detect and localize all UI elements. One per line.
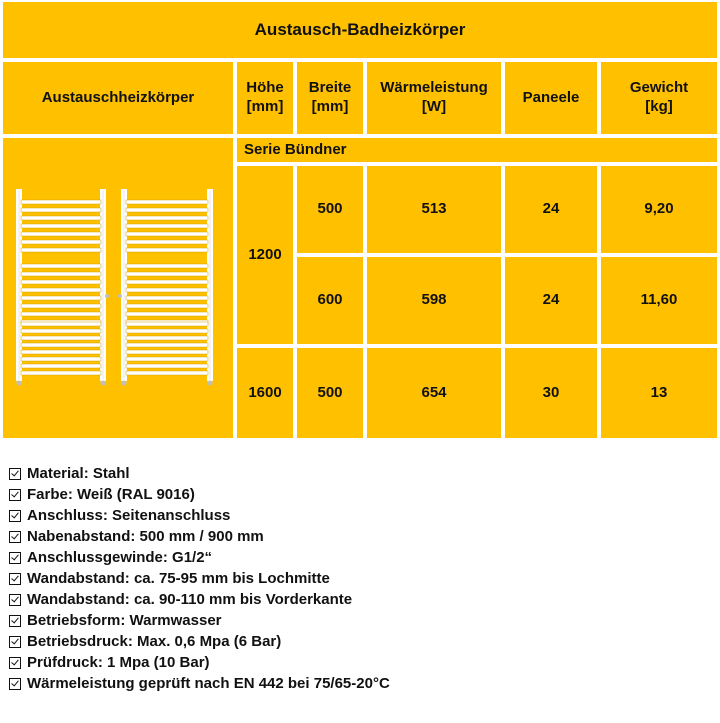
radiator-rung [126,248,208,252]
checked-box-icon [9,510,21,522]
checked-box-icon [9,657,21,669]
series-label: Serie Bündner [237,138,717,162]
radiator-rung [21,357,101,361]
checked-box-icon [9,636,21,648]
row-weight: 11,60 [601,257,717,344]
radiator-rung [21,240,101,244]
radiator-rung [126,200,208,204]
radiator-rung [126,224,208,228]
header-panels: Paneele [505,62,597,134]
header-width: Breite [mm] [297,62,363,134]
radiator-rung [21,322,101,326]
row-weight: 9,20 [601,166,717,253]
radiator-rung [21,304,101,308]
radiator-rung [126,364,208,368]
height-1200: 1200 [237,166,293,344]
checked-box-icon [9,678,21,690]
row-width: 600 [297,257,363,344]
radiator-rung [126,296,208,300]
header-height: Höhe [mm] [237,62,293,134]
radiator-rung [126,357,208,361]
header-product: Austauschheizkörper [3,62,233,134]
checked-box-icon [9,594,21,606]
radiator-rung [21,329,101,333]
radiator-rung [126,312,208,316]
feature-item: Anschlussgewinde: G1/2“ [9,549,212,566]
row-power: 598 [367,257,501,344]
feature-list [0,456,720,723]
row-panels: 24 [505,166,597,253]
radiator-rung [21,371,101,375]
radiator-rung [21,280,101,284]
radiator-rung [126,336,208,340]
radiator-rung [126,329,208,333]
radiator-rung [126,216,208,220]
radiator-rung [126,322,208,326]
feature-item: Betriebsform: Warmwasser [9,612,222,629]
row-power: 654 [367,348,501,438]
checked-box-icon [9,573,21,585]
row-power: 513 [367,166,501,253]
radiator-rung [21,336,101,340]
radiator-rung [126,288,208,292]
product-image-cell [3,138,233,438]
feature-item: Anschluss: Seitenanschluss [9,507,230,524]
radiator-rung [21,232,101,236]
radiator-rung [126,280,208,284]
radiator-rung [21,288,101,292]
feature-item: Farbe: Weiß (RAL 9016) [9,486,195,503]
towel-radiator-icon [3,138,233,438]
radiator-rung [21,216,101,220]
checked-box-icon [9,552,21,564]
feature-item: Material: Stahl [9,465,130,482]
feature-item: Wandabstand: ca. 90-110 mm bis Vorderkante [9,591,352,608]
radiator-rung [126,208,208,212]
radiator-rung [21,350,101,354]
radiator-rung [21,343,101,347]
header-weight: Gewicht [kg] [601,62,717,134]
radiator-rung [126,343,208,347]
radiator-rung [126,232,208,236]
header-power: Wärmeleistung [W] [367,62,501,134]
checked-box-icon [9,531,21,543]
feature-item: Nabenabstand: 500 mm / 900 mm [9,528,264,545]
radiator-rung [21,208,101,212]
height-1600: 1600 [237,348,293,438]
checked-box-icon [9,489,21,501]
radiator-rung [126,304,208,308]
radiator-rung [126,350,208,354]
feature-item: Wandabstand: ca. 75-95 mm bis Lochmitte [9,570,330,587]
radiator-rung [21,296,101,300]
radiator-rung [126,264,208,268]
feature-item: Wärmeleistung geprüft nach EN 442 bei 75/65-20°C [9,675,390,692]
radiator-rung [21,224,101,228]
checked-box-icon [9,615,21,627]
feature-item: Betriebsdruck: Max. 0,6 Mpa (6 Bar) [9,633,281,650]
radiator-rung [21,264,101,268]
checked-box-icon [9,468,21,480]
page-title: Austausch-Badheizkörper [3,2,717,58]
row-panels: 24 [505,257,597,344]
row-panels: 30 [505,348,597,438]
radiator-rung [21,248,101,252]
row-weight: 13 [601,348,717,438]
radiator-rung [21,364,101,368]
radiator-rung [21,312,101,316]
radiator-rung [126,240,208,244]
radiator-rung [126,272,208,276]
row-width: 500 [297,166,363,253]
row-width: 500 [297,348,363,438]
radiator-rung [21,200,101,204]
radiator-rung [126,371,208,375]
radiator-rung [21,272,101,276]
feature-item: Prüfdruck: 1 Mpa (10 Bar) [9,654,210,671]
